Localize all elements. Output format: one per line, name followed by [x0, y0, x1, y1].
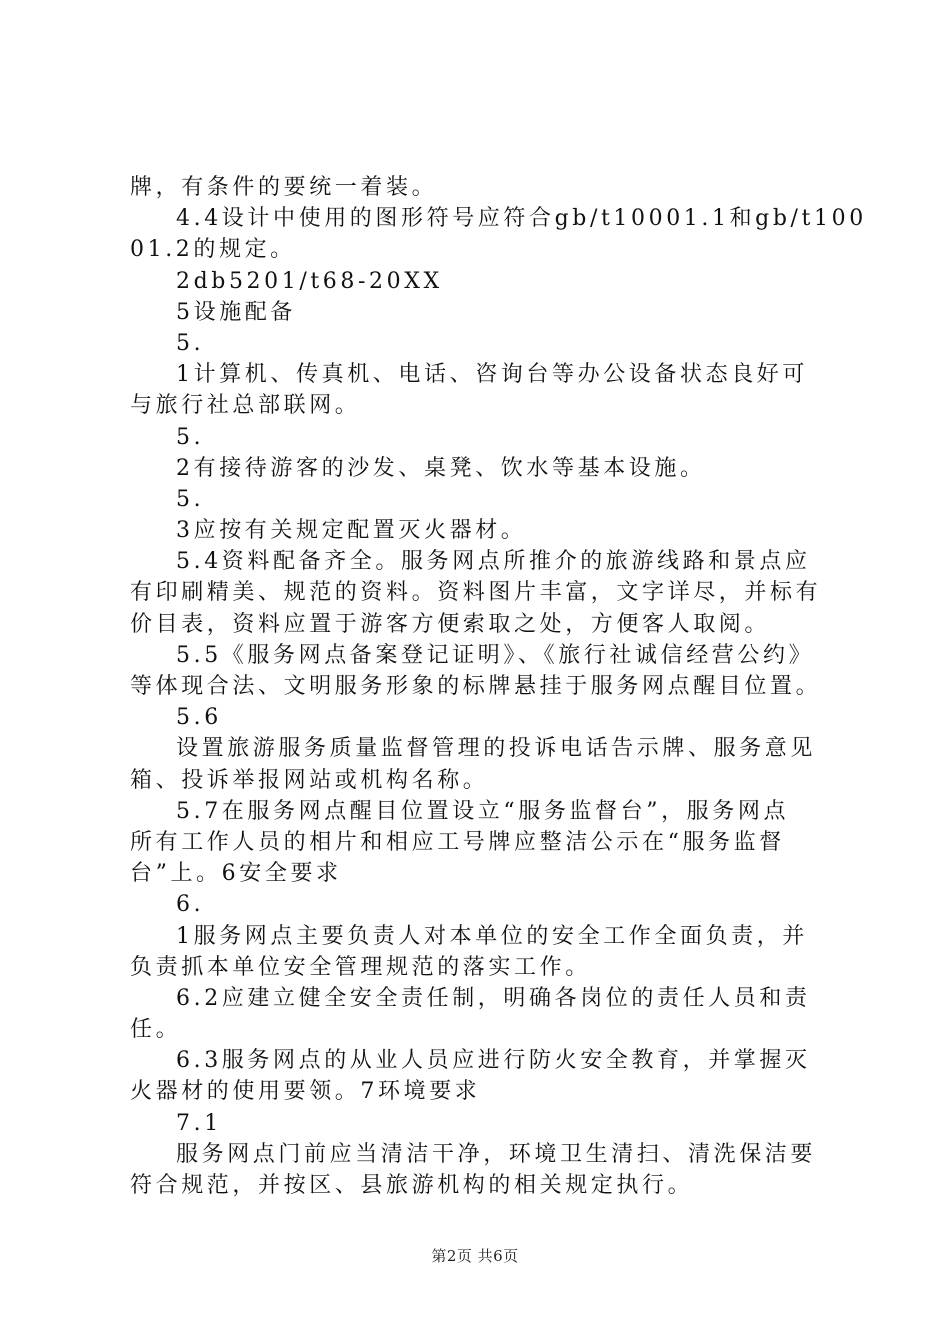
text-line: 5. [176, 330, 205, 356]
text-line: 5.6 [176, 705, 222, 731]
text-line: 与旅行社总部联网。 [130, 393, 361, 419]
text-line: 5设施配备 [176, 299, 296, 325]
text-line: 价目表，资料应置于游客方便索取之处，方便客人取阅。 [130, 611, 771, 637]
text-line: 6.3服务网点的从业人员应进行防火安全教育，并掌握灭 [176, 1048, 811, 1074]
text-line: 台”上。6安全要求 [130, 861, 342, 887]
text-line: 3应按有关规定配置灭火器材。 [176, 518, 527, 544]
text-line: 火器材的使用要领。7环境要求 [130, 1079, 481, 1105]
text-line: 6. [176, 892, 205, 918]
text-line: 7.1 [176, 1110, 222, 1136]
text-line: 1服务网点主要负责人对本单位的安全工作全面负责，并 [176, 923, 808, 949]
text-line: 5.4资料配备齐全。服务网点所推介的旅游线路和景点应 [176, 549, 811, 575]
text-line: 符合规范，并按区、县旅游机构的相关规定执行。 [130, 1173, 694, 1198]
text-line: 5. [176, 486, 205, 512]
document-body [130, 172, 867, 1201]
text-line: 箱、投诉举报网站或机构名称。 [130, 767, 489, 793]
text-line: 5.7在服务网点醒目位置设立“服务监督台”，服务网点 [176, 798, 790, 824]
text-line: 任。 [130, 1017, 182, 1043]
page-footer: 第2页 共6页 [431, 1247, 519, 1265]
text-line: 负责抓本单位安全管理规范的落实工作。 [130, 954, 591, 980]
text-line: 有印刷精美、规范的资料。资料图片丰富，文字详尽，并标有 [130, 580, 822, 606]
text-line: 设置旅游服务质量监督管理的投诉电话告示牌、服务意见 [176, 736, 817, 762]
text-line: 等体现合法、文明服务形象的标牌悬挂于服务网点醒目位置。 [130, 674, 822, 699]
text-line: 所有工作人员的相片和相应工号牌应整洁公示在“服务监督 [130, 829, 785, 855]
text-line: 服务网点门前应当清洁干净，环境卫生清扫、清洗保洁要 [176, 1141, 817, 1167]
text-line: 2有接待游客的沙发、桌凳、饮水等基本设施。 [176, 455, 706, 481]
text-line: 1计算机、传真机、电话、咨询台等办公设备状态良好可 [176, 362, 808, 388]
text-line: 牌，有条件的要统一着装。 [130, 175, 438, 200]
text-line: 2db5201/t68-20XX [176, 268, 443, 294]
text-line: 5. [176, 424, 205, 450]
text-line: 6.2应建立健全安全责任制，明确各岗位的责任人员和责 [176, 985, 811, 1011]
text-line: 01.2的规定。 [130, 237, 296, 263]
text-line: 4.4设计中使用的图形符号应符合gb/t10001.1和gb/t100 [176, 206, 867, 232]
text-line: 5.5《服务网点备案登记证明》、《旅行社诚信经营公约》 [176, 642, 815, 668]
